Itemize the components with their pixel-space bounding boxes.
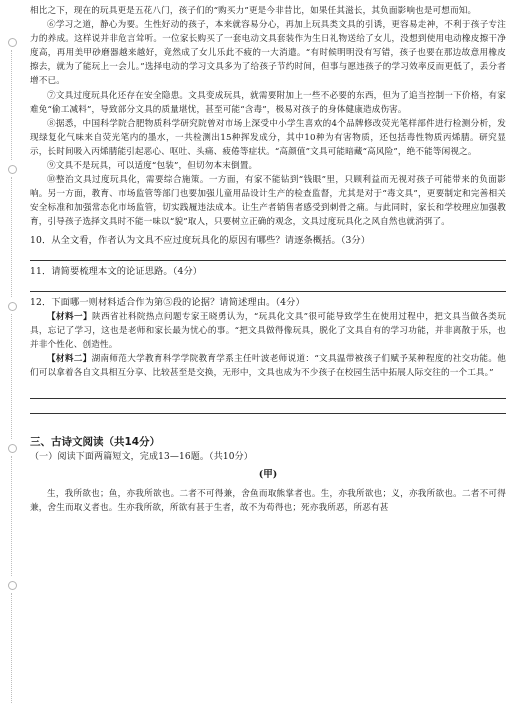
material-1-text: 陕西省社科院热点问题专家王晓勇认为，“玩具化文具”很可能导致学生在使用过程中，把文具当做各类玩具，忘记了学习，这也是老师和家长最为忧心的事。“把文具做得像玩具，脱化了文具自有的学习功能，并非离散于乐，也并非个性化、创造性。 <box>30 311 506 350</box>
binding-line <box>11 593 12 703</box>
answer-line-12a[interactable] <box>30 386 506 399</box>
piece-title: (甲) <box>258 468 278 480</box>
binding-line <box>11 50 12 160</box>
binding-circle <box>8 165 17 174</box>
article-paragraph-6: ⑥学习之道，静心为要。生性好动的孩子，本来就容易分心，再加上玩具类文具的引诱，更容易走神，不利于孩子专注力的养成。这样说并非危言耸听。一位家长购买了一套电动文具套装作为生日礼物送给了女儿，没想到使用电动橡皮擦干净度高，再用美甲砂磨器越来越好，竟然成了女儿乐此不疲的一大消遣。“有时候明明没有写错，孩子也要在那边故意用橡皮擦去，就为了能玩上一会儿。”选择电动的学习文具多为了给孩子节约时间，但事与愿违孩子的学习效率反而更低了，丢分者增不已。 <box>30 20 506 87</box>
binding-line <box>11 177 12 297</box>
section-3-title: 三、古诗文阅读（共14分） <box>30 435 161 448</box>
material-1-label: 【材料一】 <box>47 311 92 322</box>
article-paragraph-9: ⑨文具不是玩具，可以适度“包装”，但切勿本末倒置。 <box>47 161 258 172</box>
binding-circle <box>8 38 17 47</box>
question-12: 12．下面哪一则材料适合作为第⑤段的论据？请简述理由。（4分） <box>30 296 305 308</box>
material-1 <box>30 310 506 352</box>
article-paragraph-7: ⑦文具过度玩具化还存在安全隐患。文具变成玩具，就需要附加上一些不必要的东西，但为了追当控制一下价格，有家难免“偷工减料”，导致部分文具的质量堪忧，甚至可能“含毒”，极易对孩子的身体健康造成伤害。 <box>30 90 506 115</box>
question-10: 10．从全文看，作者认为文具不应过度玩具化的原因有哪些？请逐条概括。（3分） <box>30 234 371 246</box>
classical-text: 生，我所欲也；鱼，亦我所欲也。二者不可得兼，舍鱼而取熊掌者也。生，亦我所欲也；义，亦我所欲也。二者不可得兼，舍生而取义者也。生亦我所欲，所欲有甚于生者，故不为苟得也；死亦我所恶，所恶有甚 <box>30 488 506 514</box>
binding-line <box>11 314 12 439</box>
answer-line-11[interactable] <box>30 279 506 292</box>
material-2-label: 【材料二】 <box>47 353 92 364</box>
binding-line <box>11 456 12 576</box>
binding-circle <box>8 302 17 311</box>
binding-circle <box>8 581 17 590</box>
binding-margin <box>6 0 20 712</box>
answer-line-10[interactable] <box>30 248 506 261</box>
section-3-subtitle: （一）阅读下面两篇短文，完成13—16题。（共10分） <box>30 451 253 462</box>
article-paragraph-5-end: 相比之下，现在的玩具更是五花八门，孩子们的“购买力”更是今非昔比，如果任其滋长，其负面影响也是可想而知。 <box>30 6 477 16</box>
question-11: 11．请简要梳理本文的论证思路。（4分） <box>30 265 203 277</box>
binding-circle <box>8 444 17 453</box>
material-2 <box>30 352 506 380</box>
article-paragraph-10: ⑩整治文具过度玩具化，需要综合施策。一方面，有家不能钻到“钱眼”里，只顾利益而无视对孩子可能带来的负面影响。另一方面，教育、市场监管等部门也要加强儿童用品设计生产的检查监督，尤其是对于“毒文具”，更要制定和完善相关安全标准和加强常态化市场监管，切实践履违法成本。让生产者销售者感受到刺骨之痛。与此同时，家长和学校理应加强教育，引导孩子选择文具时不能一味以“貌”取人，只要树立正确的观念，文具过度玩具化之风自然也就消弭了。 <box>30 175 506 228</box>
content <box>30 4 506 515</box>
material-2-text: 湖南师范大学教育科学学院教育学系主任叶波老师说道：“文具温带被孩子们赋予某种程度的社交功能。他们可以拿着各自文具相互分享、比较甚至是交换，无形中，文具也成为不少孩子在校园生活中拓展人际交往的一个工具。” <box>30 353 506 378</box>
answer-line-12b[interactable] <box>30 401 506 414</box>
article-paragraph-8: ⑧据悉，中国科学院合肥物质科学研究院曾对市场上深受中小学生喜欢的4个品牌修改荧光笔样部件进行检测分析，发现绿复化气味来自荧光笔内的墨水，一共检测出15种挥发成分，其中10种为有害物质，还包括毒性物质丙烯腈。研究显示，长时间吸入丙烯腈能引起恶心、呕吐、头痛、疲倦等症状。“高颜值”文具可能暗藏“高风险”，绝不能等闲视之。 <box>30 118 506 157</box>
